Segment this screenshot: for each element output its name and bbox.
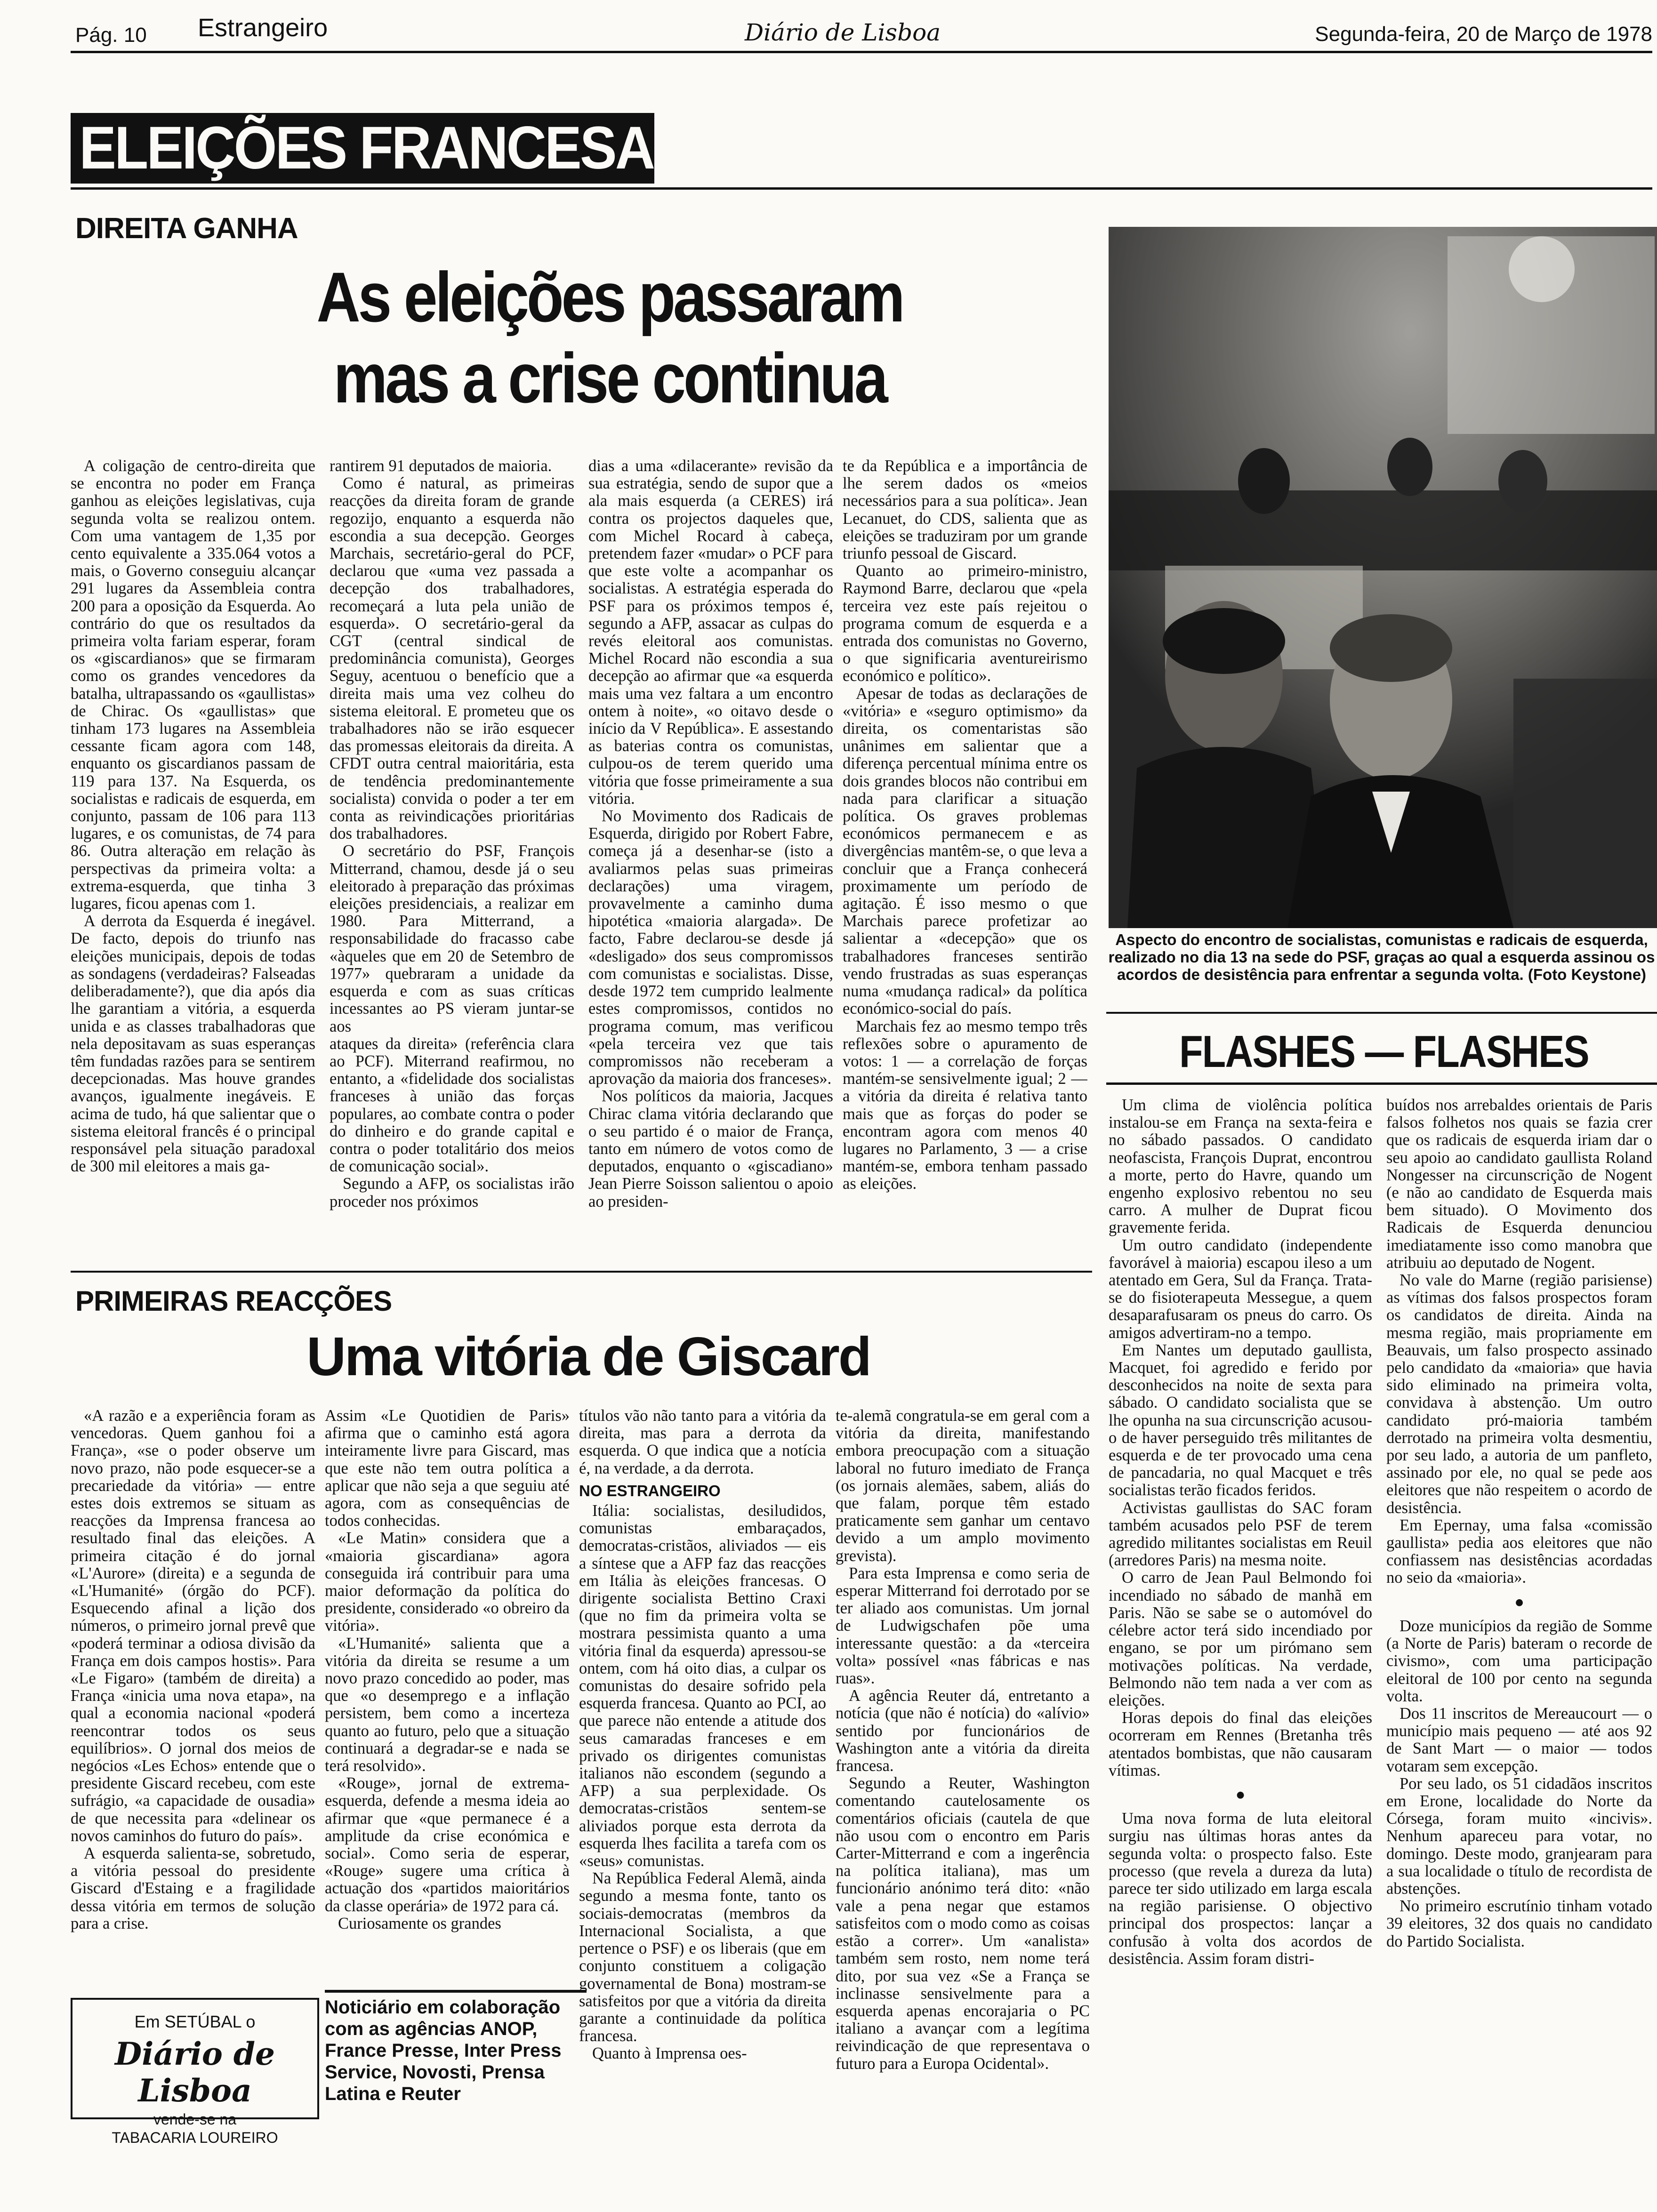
paragraph: Activistas gaullistas do SAC foram também acusados pelo PSF de terem agredido militantes socialistas em Reuil (arredores Paris) na mesma noite. <box>1109 1499 1372 1570</box>
paragraph: Segundo a Reuter, Washington comentando cautelosamente os comentários oficiais (cautela de que não usou com o encontro em Paris Carter-Mitterrand e com a ingerência na política italiana), mas um funcionário anónimo terá dito: «não vale a pena negar que estamos satisfeitos com o modo como as coisas estão a correr». Um «analista» também sem rosto, nem nome terá dito, por sua vez «Se a França se inclinasse sensivelmente para a esquerda apenas encorajaria o PC italiano a avançar com a legítima reivindicação de que representava o futuro para a Europa Ocidental». <box>836 1774 1090 2073</box>
second-kicker: PRIMEIRAS REACÇÕES <box>75 1285 392 1317</box>
section-banner <box>71 113 689 184</box>
separator-bullet: ● <box>1235 1785 1246 1803</box>
subheading: NO ESTRANGEIRO <box>579 1482 721 1499</box>
main-story-column-2 <box>330 457 574 1266</box>
paragraph: «Le Matin» considera que a «maioria giscardiana» agora conseguida irá contribuir para uma maior deformação da política do presidente, considerado «o obreiro da vitória». <box>325 1529 570 1635</box>
paragraph: Curiosamente os grandes <box>338 1914 501 1932</box>
main-headline <box>207 256 1012 418</box>
ad-line-3: vende-se na <box>153 2111 237 2128</box>
flashes-rule <box>1106 1082 1657 1085</box>
separator-bullet: ● <box>1514 1593 1524 1611</box>
second-story-column-2 <box>325 1407 570 1981</box>
paragraph: Na República Federal Alemã, ainda segundo a mesma fonte, tanto os sociais-democratas (membros da Internacional Socialista, a que pertence o PSF) e os liberais (que em conjunto constituem a coligação governamental de Bona) mostram-se satisfeitos por que a vitória da direita garante a continuidade da política francesa. <box>579 1869 826 2045</box>
paragraph: Um outro candidato (independente favorável à maioria) escapou ileso a um atentado em Gera, Sul da França. Trata-se do fisioterapeuta Messegue, a quem desaparafusaram os pneus do carro. Os amigos advertiram-no a tempo. <box>1109 1236 1372 1342</box>
header-rule <box>71 51 1652 53</box>
paragraph: Segundo a AFP, os socialistas irão proceder nos próximos <box>330 1175 574 1210</box>
flashes-column-1 <box>1109 1097 1372 2188</box>
paragraph: «Rouge», jornal de extrema-esquerda, defende a mesma ideia ao afirmar que «que permanece é a amplitude da crise económica e social». Como seria de esperar, «Rouge» sugere uma crítica à actuação dos «partidos maioritários da classe operária» de 1972 para cá. <box>325 1774 570 1915</box>
main-story-column-1 <box>71 457 315 1266</box>
main-headline-line1: As eleições passaram <box>316 257 903 337</box>
page-number: Pág. 10 <box>75 24 147 47</box>
paragraph: Em Epernay, uma falsa «comissão gaullista» pedia aos eleitores que não confiassem nas desistências acordadas no seio da «maioria». <box>1386 1516 1652 1587</box>
banner-rule <box>71 187 1652 190</box>
flashes-title: FLASHES — FLASHES <box>1179 1026 1589 1077</box>
ad-line-1: Em SETÚBAL o <box>134 2012 256 2031</box>
paragraph: A agência Reuter dá, entretanto a notícia (que não é notícia) do «alívio» sentido por funcionários de Washington ante a vitória da direita francesa. <box>836 1687 1090 1775</box>
paragraph: Por seu lado, os 51 cidadãos inscritos em Erone, localidade do Norte da Córsega, foram muito «incivis». Nenhum apareceu para votar, no domingo. Deste modo, granjearam para a sua localidade o título de recordista de abstenções. <box>1386 1774 1652 1898</box>
paragraph: Como é natural, as primeiras reacções da direita foram de grande regozijo, enquanto a esquerda não escondia a sua decepção. Georges Marchais, secretário-geral do PCF, declarou que «uma vez passada a decepção dos trabalhadores, recomeçará a luta pela união de esquerda». O secretário-geral da CGT (central sindical de predominância comunista), Georges Seguy, acentuou o benefício que a direita mais uma vez colheu do sistema eleitoral. E prometeu que os trabalhadores não se irão esquecer das promessas eleitorais da direita. A CFDT outra central maioritária, esta de tendência predominantemente socialista) convida o poder a ter em conta as reivindicações prioritárias dos trabalhadores. <box>330 474 574 843</box>
paragraph: «L'Humanité» salienta que a vitória da direita se resume a um novo prazo concedido ao poder, mas que «o desemprego e a inflação persistem, bem como a incerteza quanto ao futuro, pelo que a situação continuará a degradar-se e nada se terá resolvido». <box>325 1634 570 1775</box>
photo-caption: Aspecto do encontro de socialistas, comunistas e radicais de esquerda, realizado no dia 13 na sede do PSF, graças ao qual a esquerda assinou os acordos de desistência para enfrentar a segunda volta. (Foto Keystone) <box>1108 931 1655 983</box>
paragraph: Apesar de todas as declarações de «vitória» e «seguro optimismo» da direita, os comentaristas são unânimes em salientar que a diferença percentual mínima entre os dois grandes blocos não contribui em nada para clarificar a situação política. Os graves problemas económicos permanecem e as divergências mantêm-se, o que leva a concluir que a França conhecerá proximamente um período de agitação. É isso mesmo o que Marchais parece profetizar ao salientar a «decepção» que os trabalhadores franceses sentirão vendo frustradas as suas esperanças numa «mudança radical» da política económico-social do país. <box>843 684 1087 1018</box>
second-story-column-1 <box>71 1407 315 1981</box>
paragraph: Itália: socialistas, desiludidos, comunistas embaraçados, democratas-cristãos, aliviados — eis a síntese que a AFP faz das reacções em Itália às eleições francesas. O dirigente socialista Bettino Craxi (que no fim da primeira volta se mostrara pessimista quanto a uma vitória final da esquerda) apressou-se ontem, com há oito dias, a culpar os comunistas do desaire sofrido pela esquerda francesa. Quanto ao PCI, ao que parece não entende a atitude dos seus camaradas franceses e em privado os dirigentes comunistas italianos não escondem (segundo a AFP) a sua perplexidade. Os democratas-cristãos sentem-se aliviados porque esta derrota da esquerda lhes facilita a tarefa com os «seus» comunistas. <box>579 1502 826 1870</box>
paragraph: te da República e a importância de lhe serem dados os «meios necessários para a sua política». Jean Lecanuet, do CDS, salienta que as eleições se traduziram por um grande triunfo pessoal de Giscard. <box>843 457 1087 563</box>
paragraph: Dos 11 inscritos de Mereaucourt — o município mais pequeno — até aos 92 de Sant Mart — o maior — todos votaram sem excepção. <box>1386 1704 1652 1775</box>
news-photo <box>1109 227 1657 928</box>
paragraph: «A razão e a experiência foram as vencedoras. Quem ganhou foi a França», «se o poder observe um novo prazo, não pode esquecer-se a precariedade da vitória» — entre estes dois extremos se situam as reacções da Imprensa francesa ao resultado final das eleições. A primeira citação é do jornal «L'Aurore» (direita) e a segunda de «L'Humanité» (órgão do PCF). Esquecendo afinal a lição dos números, o primeiro jornal prevê que «poderá terminar a odiosa divisão da França em dois campos hostis». Para «Le Figaro» (também de direita) a França «inicia uma nova etapa», na qual a economia nacional «poderá reencontrar todos os seus equilíbrios». O jornal dos meios de negócios «Les Echos» entende que o presidente Giscard recebeu, com este sufrágio, «a capacidade de ousadia» de que necessita para «delinear os novos caminhos do futuro do país». <box>71 1407 315 1845</box>
flashes-top-rule <box>1106 1012 1657 1014</box>
banner-text: ELEIÇÕES FRANCESAS <box>79 114 689 182</box>
paragraph: Quanto à Imprensa oes- <box>592 2044 747 2063</box>
ad-newspaper-name: Diário de Lisboa <box>114 2036 275 2109</box>
advertisement-box <box>71 1998 319 2146</box>
paragraph: No vale do Marne (região parisiense) as vítimas dos falsos prospectos foram os candidatos de direita. Ainda na mesma região, mais propriamente em Beauvais, um falso prospecto assinado pelo candidato da «maioria» que havia sido eliminado na primeira volta, convidava à abstenção. Um outro candidato pró-maioria também derrotado na primeira volta desmentiu, por seu lado, a autoria de um panfleto, assinado por ele, no qual se pede aos eleitores que não respeitem o acordo de desistência. <box>1386 1271 1652 1517</box>
masthead-name: Diário de Lisboa <box>744 19 941 46</box>
paragraph: A derrota da Esquerda é inegável. De facto, depois do triunfo nas eleições municipais, depois de todas as sondagens (verdadeiras? Falseadas deliberadamente?), que dia após dia lhe garantiam a vitória, a esquerda unida e as classes trabalhadoras que nela depositavam as suas esperanças têm fundadas razões para se sentirem decepcionadas. Mas houve grandes avanços, igualmente inegáveis. E acima de tudo, há que salientar que o sistema eleitoral francês é o principal responsável pela situação paradoxal de 300 mil eleitores a mais ga- <box>71 912 315 1176</box>
second-story-column-4 <box>836 1407 1090 2188</box>
paragraph: Quanto ao primeiro-ministro, Raymond Barre, declarou que «pela terceira vez este país rejeitou o programa comum de esquerda e a entrada dos comunistas no Governo, o que significaria aventureirismo económico e político». <box>843 562 1087 685</box>
second-story-column-3 <box>579 1407 826 2188</box>
ad-line-4: TABACARIA LOUREIRO <box>112 2129 278 2146</box>
paragraph: A coligação de centro-direita que se encontra no poder em França ganhou as eleições legislativas, cuja segunda volta se realizou ontem. Com uma vantagem de 1,35 por cento equivalente a 335.064 votos a mais, o Governo conseguiu alcançar 291 lugares da Assembleia contra 200 para a oposição da Esquerda. Ao contrário do que os resultados da primeira volta fariam esperar, foram os «giscardianos» que se firmaram como os grandes vencedores da batalha, ultrapassando os «gaullistas» de Chirac. Os «gaullistas» que tinham 173 lugares na Assembleia cessante ficam agora com 148, enquanto os giscardianos passam de 119 para 137. Na Esquerda, os socialistas e radicais de esquerda, em conjunto, passam de 106 para 113 lugares, e os comunistas, de 74 para 86. Outra alteração em relação às perspectivas da primeira volta: a extrema-esquerda, que tinha 3 lugares, ficou apenas com 1. <box>71 457 315 913</box>
paragraph: Em Nantes um deputado gaullista, Macquet, foi agredido e ferido por desconhecidos na noite de sexta para sábado. O candidato socialista que se lhe opunha na sua circunscrição acusou-o de haver perseguido três militantes de esquerda e de ter provocado uma cena de pancadaria, no qual Macquet e três socialistas terão ficados feridos. <box>1109 1341 1372 1499</box>
paragraph: Um clima de violência política instalou-se em França na sexta-feira e no sábado passados. O candidato neofascista, François Duprat, encontrou a morte, perto do Havre, quando um engenho explosivo rebentou no seu carro. A mulher de Duprat ficou gravemente ferida. <box>1109 1097 1372 1237</box>
paragraph: No Movimento dos Radicais de Esquerda, dirigido por Robert Fabre, começa já a desenhar-se (isto a avaliarmos pelas suas primeiras declarações) uma viragem, provavelmente a caminho duma hipotética «maioria alargada». De facto, Fabre declarou-se desde já «desligado» dos seus compromissos com comunistas e socialistas. Disse, desde 1972 tem cumprido lealmente estes compromissos, contidos no programa comum, mas verificou «pela terceira vez que tais compromissos não receberam a aprovação da maioria dos franceses». <box>588 807 833 1088</box>
second-story-rule <box>71 1271 1092 1273</box>
flashes-column-2 <box>1386 1097 1652 2188</box>
paragraph: rantirem 91 deputados de maioria. <box>330 457 552 475</box>
paragraph: te-alemã congratula-se em geral com a vitória da direita, manifestando embora preocupação com a situação laboral no futuro imediato de França (os jornais alemães, sabem, aliás do que falam, porque têm estado praticamente sem ganhar um centavo devido a um amplo movimento grevista). <box>836 1407 1090 1565</box>
paragraph: No primeiro escrutínio tinham votado 39 eleitores, 32 dos quais no candidato do Partido Socialista. <box>1386 1897 1652 1950</box>
paragraph: Para esta Imprensa e como seria de esperar Mitterrand foi derrotado por se ter aliado aos comunistas. Um jornal de Ludwigschafen põe uma interessante questão: a da «terceira volta» possível «nas fábricas e nas ruas». <box>836 1564 1090 1688</box>
main-kicker: DIREITA GANHA <box>75 212 298 245</box>
paragraph: buídos nos arrebaldes orientais de Paris falsos folhetos nos quais se fazia crer que os radicais de esquerda iriam dar o seu apoio ao candidato gaullista Roland Nongesser na circunscrição de Nogent (e não ao candidato de Esquerda mais bem situado). O Movimento dos Radicais de Esquerda denunciou imediatamente isso como manobra que atribuiu ao deputado de Nogent. <box>1386 1097 1652 1272</box>
paragraph: Horas depois do final das eleições ocorreram em Rennes (Bretanha três atentados bombistas, que não causaram vítimas. <box>1109 1709 1372 1779</box>
issue-date: Segunda-feira, 20 de Março de 1978 <box>1315 23 1652 46</box>
paragraph: Doze municípios da região de Somme (a Norte de Paris) bateram o recorde de civismo», com uma participação eleitoral de 100 por cento na segunda volta. <box>1386 1617 1652 1705</box>
agency-notice: Noticiário em colaboração com as agências ANOP, France Presse, Inter Press Service, Novosti, Prensa Latina e Reuter <box>325 1990 587 2114</box>
section-name: Estrangeiro <box>198 14 328 42</box>
photo-illustration <box>1109 227 1657 928</box>
paragraph: Marchais fez ao mesmo tempo três reflexões sobre o apuramento de votos: 1 — a correlação de forças mantém-se sensivelmente igual; 2 — a vitória da direita é relativa tanto mais que as forças do poder se encontram agora com menos 40 lugares no Parlamento, 3 — a crise mantém-se, embora tenham passado as eleições. <box>843 1017 1087 1193</box>
paragraph: dias a uma «dilacerante» revisão da sua estratégia, sendo de supor que a ala mais esquerda (a CERES) irá contra os projectos daqueles que, com Michel Rocard à cabeça, pretendem fazer «mudar» o PCF para que este volte a acompanhar os socialistas. A estratégia esperada do PSF para os próximos tempos é, segundo a AFP, assacar as culpas do revés eleitoral aos comunistas. Michel Rocard não escondia a sua decepção ao afirmar que «a esquerda mais uma vez faltara a um encontro ontem à noite», «o oitavo desde o início da V República». E assestando as baterias contra os comunistas, culpou-os de terem querido uma vitória que fosse primeiramente a sua vitória. <box>588 457 833 808</box>
main-headline-line2: mas a crise continua <box>333 338 886 417</box>
paragraph: ataques da direita» (referência clara ao PCF). Miterrand reafirmou, no entanto, a «fidelidade dos socialistas franceses à união das forças populares, ao combate contra o poder do dinheiro e do grande capital e contra o poder totalitário dos meios de comunicação social». <box>330 1034 574 1176</box>
paragraph: títulos vão não tanto para a vitória da direita, mas para a derrota da esquerda. O que indica que a notícia é, na verdade, a da derrota. <box>579 1407 826 1477</box>
paragraph: Uma nova forma de luta eleitoral surgiu nas últimas horas antes da segunda volta: o prospecto falso. Este processo (que revela a dureza da luta) parece ter sido utilizado em larga escala na região parisiense. O objectivo principal dos prospectos: lançar a confusão à volta dos acordos de desistência. Assim foram distri- <box>1109 1810 1372 1968</box>
main-story-column-4 <box>843 457 1087 1266</box>
main-story-column-3 <box>588 457 833 1266</box>
paragraph: Assim «Le Quotidien de Paris» afirma que o caminho está agora inteiramente livre para Giscard, mas que este não tem outra política a aplicar que não seja a que seguiu até agora, com as consequências de todos conhecidas. <box>325 1407 570 1530</box>
paragraph: A esquerda salienta-se, sobretudo, a vitória pessoal do presidente Giscard d'Estaing e a fragilidade dessa vitória em termos de solução para a crise. <box>71 1844 315 1932</box>
paragraph: Nos políticos da maioria, Jacques Chirac clama vitória declarando que o seu partido é o maior de França, tanto em número de votos como de deputados, enquanto o «giscadiano» Jean Pierre Soisson salientou o apoio ao presiden- <box>588 1087 833 1210</box>
paragraph: O carro de Jean Paul Belmondo foi incendiado no sábado de manhã em Paris. Não se sabe se o automóvel do célebre actor terá sido incendiado por engano, se por um pirómano sem motivações políticas. Na verdade, Belmondo não tem nada a ver com as eleições. <box>1109 1569 1372 1709</box>
paragraph: O secretário do PSF, François Mitterrand, chamou, desde já o seu eleitorado à preparação das próximas eleições presidenciais, a realizar em 1980. Para Mitterrand, a responsabilidade do fracasso cabe «àqueles que em 20 de Setembro de 1977» quebraram a unidade da esquerda e com as suas críticas incessantes ao PS vieram juntar-se aos <box>330 842 574 1035</box>
second-headline: Uma vitória de Giscard <box>306 1326 870 1387</box>
